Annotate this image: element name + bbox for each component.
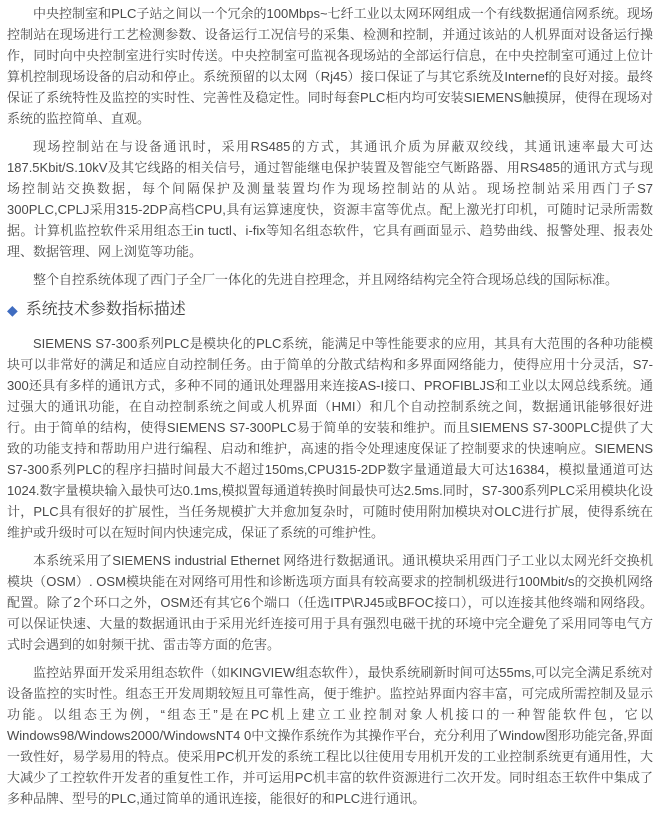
paragraph-siemens-integration: 整个自控系统体现了西门子全厂一体化的先进自控理念，并且网络结构完全符合现场总线的国际标准。	[33, 272, 619, 287]
paragraph-network-overview: 中央控制室和PLC子站之间以一个冗余的100Mbps~七纤工业以太网环网组成一个有线数据通信网系统。现场控制站在现场进行工艺检测参数、设备运行工况信号的采集、检测和控制，并通过该站的人机界面对设备运行操作，同时向中央控制室进行实时传送。中央控制室可监视各现场站的全部运行信息，在中央控制室可通过上位计算机控制现场设备的启动和停止。系统预留的以太网（Rj45）接口保证了与其它系统及Internef的良好对接。最终保证了系统特性及监控的实时性、完善性及稳定性。同时每套PLC柜内均可安装SIEMENS触摸屏，使得在现场对系统的监控简单、直观。	[7, 6, 653, 126]
paragraph-kingview-hmi: 监控站界面开发采用组态软件（如KINGVIEW组态软件），最快系统刷新时间可达55ms,可以完全满足系统对设备监控的实时性。组态王开发周期较短且可靠性高，便于维护。监控站界面内容丰富，可完成所需控制及显示功能。以组态王为例，“组态王”是在PC机上建立工业控制对象人机接口的一种智能软件包，它以Windows98/Windows2000/WindowsNT4 0中文操作系统作为其操作平台，充分利用了Window图形功能完备,界面一致性好，易学易用的特点。使采用PC机开发的系统工程比以往使用专用机开发的工业控制系统更有通用性，大大减少了工控软件开发者的重复性工作，并可运用PC机丰富的软件资源进行二次开发。同时组态王软件中集成了多种品牌、型号的PLC,通过简单的通讯连接，能很好的和PLC进行通讯。	[7, 665, 653, 806]
diamond-bullet-icon: ◆	[7, 302, 18, 318]
paragraph-industrial-ethernet-osm: 本系统采用了SIEMENS industrial Ethernet 网络进行数据通讯。通讯模块采用西门子工业以太网光纤交换机模块（OSM）. OSM模块能在对网络可用性和诊断选项方面具有较高要求的控制机级进行100Mbit/s的交换机网络配置。除了2个环口之外，OSM还有其它6个端口（任选ITP\RJ45或BFOC接口），可以连接其他终端和网络段。可以保证快速、大量的数据通讯由于采用光纤连接可用于具有强烈电磁干扰的环境中完全避免了采用同等电气方式时会遇到的如射频干扰、雷击等方面的危害。	[7, 553, 653, 652]
paragraph-field-station-comm: 现场控制站在与设备通讯时，采用RS485的方式，其通讯介质为屏蔽双绞线，其通讯速率最大可达187.5Kbit/S.10kV及其它线路的相关信号，通过智能继电保护装置及智能空气断路器、用RS485的通讯方式与现场控制站交换数据，每个间隔保护及测量装置均作为现场控制站的从站。现场控制站采用西门子S7 300PLC,CPLJ采用315-2DP高档CPU,具有运算速度快，资源丰富等优点。配上激光打印机，可随时记录所需数据。计算机监控软件采用组态王in tuctl、i-fix等知名组态软件，它具有画面显示、趋势曲线、报警处理、报表处理、数据管理、网上浏览等功能。	[7, 139, 653, 259]
section-heading	[7, 299, 653, 321]
paragraph-s7-300-specs: SIEMENS S7-300系列PLC是模块化的PLC系统，能满足中等性能要求的应用，其具有大范围的各种功能模块可以非常好的满足和适应自动控制任务。由于简单的分散式结构和多界面网络能力，使得应用十分灵活，S7-300还具有多样的通讯方式，多种不同的通讯处理器用来连接AS-I接口、PROFIBLJS和工业以太网总线系统。通过强大的通讯功能，在自动控制系统之间或人机界面（HMI）和几个自动控制系统之间，数据通讯能够很好进行。由于简单的结构，使得SIEMENS S7-300PLC易于简单的安装和维护。而且SIEMENS S7-300PLC提供了大致的功能支持和帮助用户进行编程、启动和维护，高速的指令处理速度保证了控制要求的快速响应。SIEMENS S7-300系列PLC的程序扫描时间最大不超过150ms,CPU315-2DP数字量通道最大可达16384，模拟量通道可达1024.数字量模块输入最快可达0.1ms,模拟置每通道转换时间最快可达2.5ms.同时，S7-300系列PLC采用模块化设计，PLC具有很好的扩展性，当任务规模扩大并愈加复杂时，可随时使用附加模块对OLC进行扩展，使得系统在维护或升级时可以在短时间内快速完成，保证了系统的可维护性。	[7, 336, 653, 540]
section-heading-text: 系统技术参数指标描述	[25, 301, 186, 318]
